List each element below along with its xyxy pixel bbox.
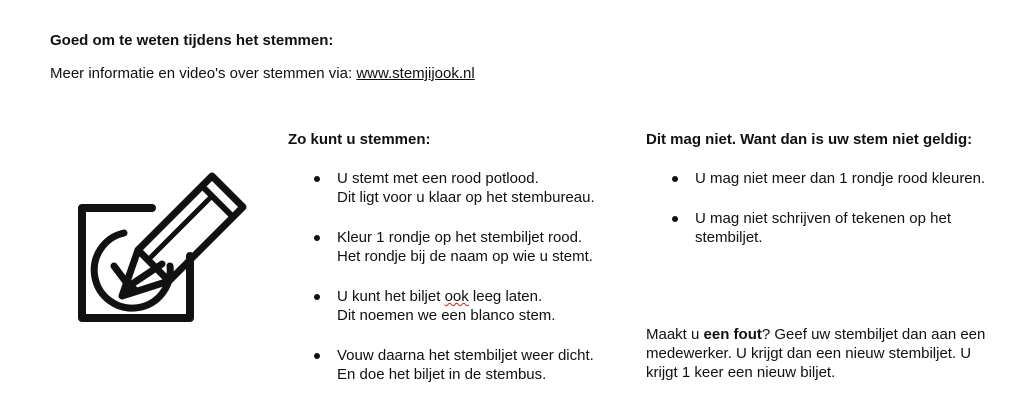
page-heading: Goed om te weten tijdens het stemmen:	[50, 32, 334, 49]
not-allowed-section	[646, 130, 986, 268]
not-allowed-list	[646, 169, 986, 247]
list-item: U mag niet meer dan 1 rondje rood kleuren.	[646, 169, 986, 188]
list-item	[288, 346, 633, 384]
item-line: U stemt met een rood potlood.	[337, 170, 539, 187]
item-line: En doe het biljet in de stembus.	[337, 366, 547, 383]
list-item: U mag niet schrijven of tekenen op het stembiljet.	[646, 209, 986, 247]
intro-text: Meer informatie en video's over stemmen via:	[50, 65, 357, 82]
item-line: Het rondje bij de naam op wie u stemt.	[337, 248, 593, 265]
mistake-bold: een fout	[703, 326, 762, 343]
mistake-suffix: ? Geef uw stembiljet dan aan een medewerker. U krijgt dan een nieuw stembiljet. U krijgt 1 keer een nieuw biljet.	[646, 326, 986, 381]
website-link[interactable]: www.stemjijook.nl	[356, 65, 475, 82]
item-text: U kunt het biljet	[337, 288, 445, 305]
how-to-vote-title: Zo kunt u stemmen:	[288, 131, 431, 148]
not-allowed-title: Dit mag niet. Want dan is uw stem niet geldig:	[646, 131, 973, 148]
item-line: Vouw daarna het stembiljet weer dicht.	[337, 347, 594, 364]
list-item	[288, 287, 633, 325]
how-to-vote-section	[288, 130, 633, 405]
item-line: Kleur 1 rondje op het stembiljet rood.	[337, 229, 583, 246]
item-text: leeg laten.	[468, 288, 543, 305]
how-to-vote-list	[288, 169, 633, 384]
mistake-note	[646, 325, 986, 382]
mistake-prefix: Maakt u	[646, 326, 704, 343]
list-item	[288, 228, 633, 266]
item-line: Dit ligt voor u klaar op het stembureau.	[337, 189, 595, 206]
list-item	[288, 169, 633, 207]
spellcheck-word: ook	[444, 288, 469, 305]
pencil-on-ballot-icon	[62, 138, 267, 343]
item-line	[337, 287, 633, 306]
item-line: Dit noemen we een blanco stem.	[337, 307, 556, 324]
intro-line	[50, 65, 475, 82]
